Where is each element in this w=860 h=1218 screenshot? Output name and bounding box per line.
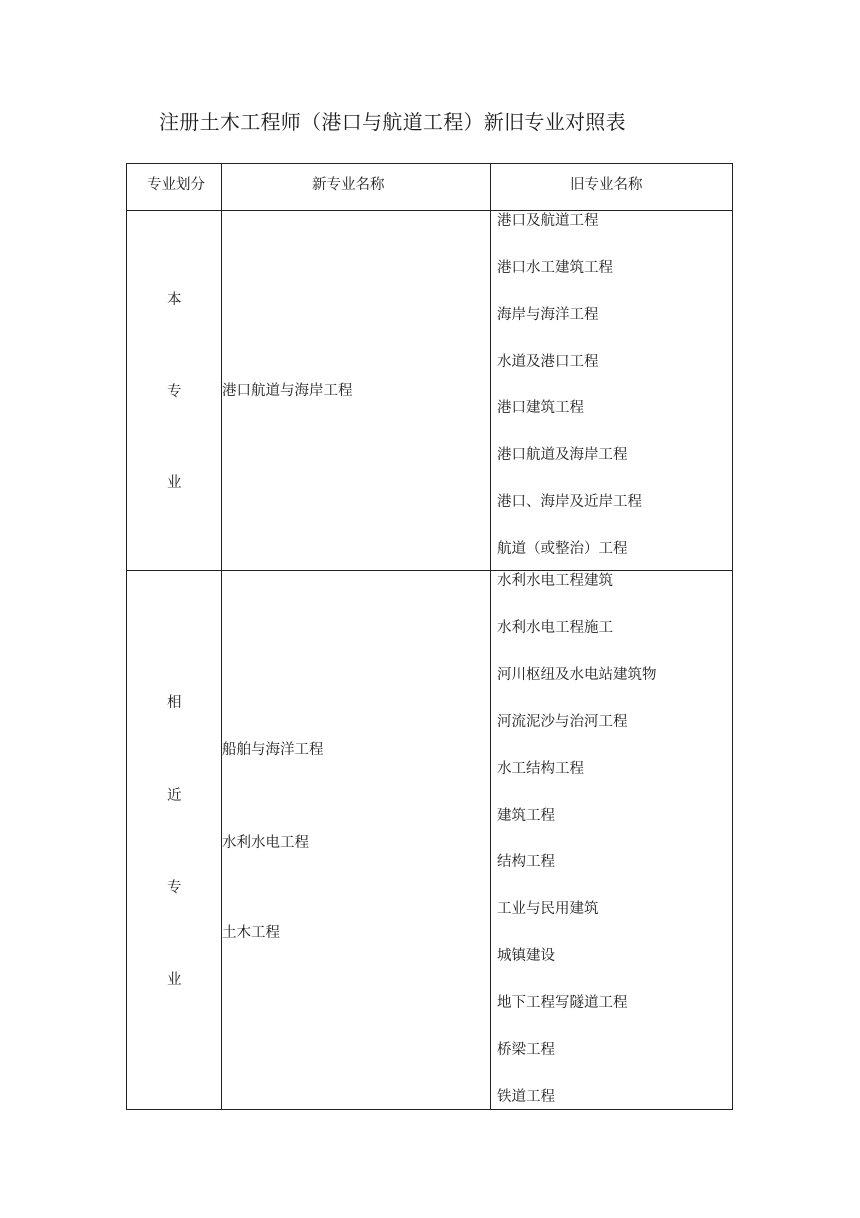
old-major-name: 水道及港口工程	[497, 354, 599, 370]
old-major-name: 水利水电工程建筑	[497, 573, 613, 589]
category-char: 相	[167, 695, 182, 711]
old-major-name: 海岸与海洋工程	[497, 307, 599, 323]
header-divider	[126, 210, 733, 211]
category-char: 专	[167, 880, 182, 896]
column-divider-2	[490, 163, 491, 1110]
old-major-name: 城镇建设	[497, 948, 555, 964]
comparison-table	[126, 163, 733, 1110]
page-title: 注册土木工程师（港口与航道工程）新旧专业对照表	[159, 110, 626, 134]
old-major-name: 工业与民用建筑	[497, 901, 599, 917]
old-major-name: 铁道工程	[497, 1089, 555, 1105]
category-char: 专	[167, 384, 182, 400]
new-major-name: 水利水电工程	[222, 835, 309, 851]
new-major-name: 船舶与海洋工程	[222, 742, 324, 758]
header-new-major: 新专业名称	[312, 177, 385, 193]
old-major-name: 港口建筑工程	[497, 400, 584, 416]
category-char: 业	[167, 475, 182, 491]
section-divider	[126, 570, 733, 571]
old-major-name: 地下工程写隧道工程	[497, 995, 628, 1011]
category-char: 业	[167, 972, 182, 988]
old-major-name: 航道（或整治）工程	[497, 541, 628, 557]
category-char: 本	[167, 292, 182, 308]
header-category: 专业划分	[147, 177, 205, 193]
old-major-name: 港口、海岸及近岸工程	[497, 494, 642, 510]
old-major-name: 河流泥沙与治河工程	[497, 714, 628, 730]
old-major-name: 港口水工建筑工程	[497, 260, 613, 276]
old-major-name: 建筑工程	[497, 808, 555, 824]
old-major-name: 港口及航道工程	[497, 213, 599, 229]
old-major-name: 水利水电工程施工	[497, 620, 613, 636]
new-major-name: 港口航道与海岸工程	[222, 383, 353, 399]
old-major-name: 结构工程	[497, 854, 555, 870]
header-old-major: 旧专业名称	[570, 177, 643, 193]
old-major-name: 港口航道及海岸工程	[497, 447, 628, 463]
category-char: 近	[167, 788, 182, 804]
new-major-name: 土木工程	[222, 925, 280, 941]
column-divider-1	[221, 163, 222, 1110]
old-major-name: 水工结构工程	[497, 761, 584, 777]
old-major-name: 桥梁工程	[497, 1042, 555, 1058]
old-major-name: 河川枢纽及水电站建筑物	[497, 667, 657, 683]
